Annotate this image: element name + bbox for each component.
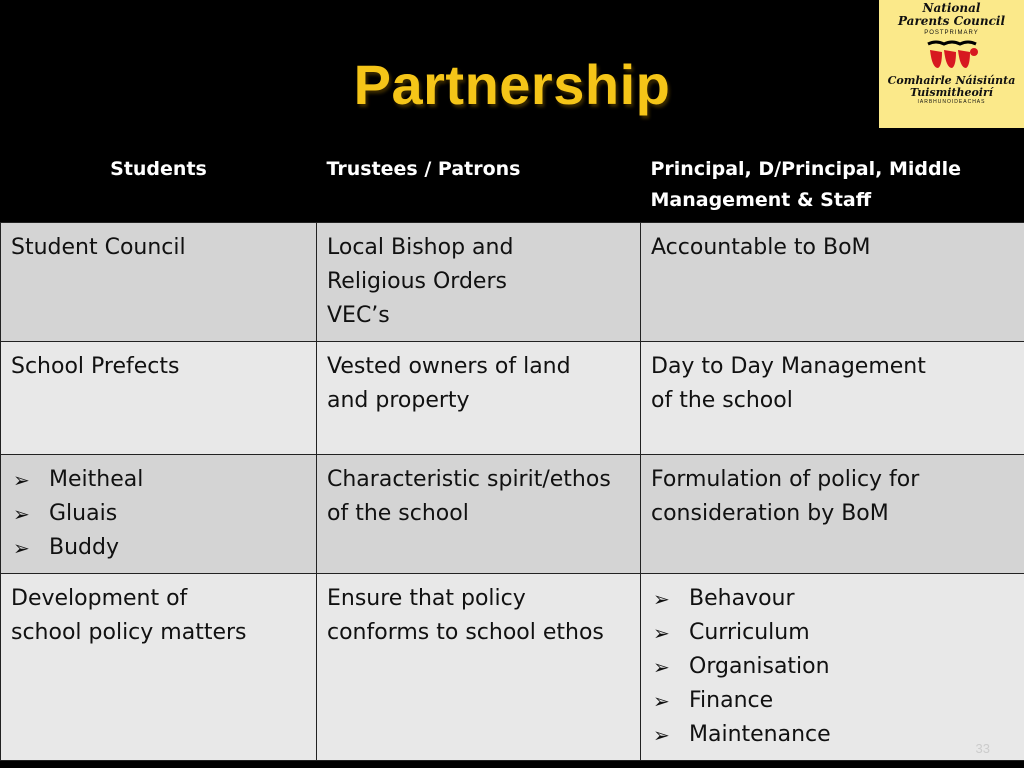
arrow-bullet-icon: ➢ xyxy=(653,689,670,713)
table-cell xyxy=(641,223,1024,342)
arrow-bullet-icon: ➢ xyxy=(13,502,30,526)
list-item xyxy=(651,718,1014,752)
partnership-table xyxy=(0,150,1024,761)
npc-logo xyxy=(879,0,1024,128)
cell-line: Vested owners of land xyxy=(327,354,571,379)
logo-line-iarbhunoideachas: IARBHUNOIDEACHAS xyxy=(917,99,986,105)
logo-line-parents-council: Parents Council xyxy=(897,14,1006,28)
cell-text: Accountable to BoM xyxy=(651,235,871,260)
table-cell xyxy=(641,342,1024,455)
table-row xyxy=(1,342,1024,455)
list-item xyxy=(11,497,306,531)
header-principal: Principal, D/Principal, Middle Management & Staff xyxy=(650,158,961,211)
bullet-list xyxy=(11,463,306,565)
arrow-bullet-icon: ➢ xyxy=(653,655,670,679)
list-item-text: Maintenance xyxy=(689,722,831,747)
table-cell xyxy=(317,455,641,574)
list-item-text: Organisation xyxy=(689,654,830,679)
slide-title: Partnership xyxy=(353,53,671,116)
arrow-bullet-icon: ➢ xyxy=(653,587,670,611)
table-header-row xyxy=(1,150,1024,223)
page-number: 33 xyxy=(975,741,990,756)
table-cell xyxy=(317,342,641,455)
logo-line-comhairle: Comhairle Náisiúnta xyxy=(887,74,1016,87)
arrow-bullet-icon: ➢ xyxy=(653,621,670,645)
list-item xyxy=(651,684,1014,718)
cell-line: consideration by BoM xyxy=(651,501,889,526)
list-item xyxy=(651,650,1014,684)
cell-line: Religious Orders xyxy=(327,269,507,294)
table-cell xyxy=(317,223,641,342)
cell-line: Formulation of policy for xyxy=(651,467,920,492)
cell-line: Local Bishop and xyxy=(327,235,514,260)
cell-line: Characteristic spirit/ethos xyxy=(327,467,611,492)
cell-line: of the school xyxy=(327,501,469,526)
logo-line-postprimary: POSTPRIMARY xyxy=(924,30,979,36)
table-cell xyxy=(1,223,317,342)
list-item-text: Gluais xyxy=(49,501,118,526)
header-students: Students xyxy=(110,158,207,180)
logo-line-tuismitheoiri: Tuismitheoirí xyxy=(910,86,993,99)
table-cell xyxy=(641,574,1024,761)
logo-line-national: National xyxy=(922,1,981,15)
list-item-text: Curriculum xyxy=(689,620,810,645)
list-item xyxy=(11,531,306,565)
table-row xyxy=(1,455,1024,574)
table-cell xyxy=(317,574,641,761)
bullet-list xyxy=(651,582,1014,752)
cell-line: Ensure that policy xyxy=(327,586,526,611)
list-item-text: Buddy xyxy=(49,535,119,560)
cell-text: School Prefects xyxy=(11,354,180,379)
list-item xyxy=(651,582,1014,616)
cell-line: VEC’s xyxy=(327,303,390,328)
cell-line: school policy matters xyxy=(11,620,247,645)
cell-text: Student Council xyxy=(11,235,186,260)
family-emblem-icon xyxy=(922,38,982,72)
table-cell xyxy=(1,455,317,574)
arrow-bullet-icon: ➢ xyxy=(653,723,670,747)
cell-line: and property xyxy=(327,388,470,413)
list-item xyxy=(11,463,306,497)
header-trustees: Trustees / Patrons xyxy=(326,158,521,180)
table-cell xyxy=(1,342,317,455)
cell-line: Development of xyxy=(11,586,188,611)
arrow-bullet-icon: ➢ xyxy=(13,468,30,492)
table-cell xyxy=(641,455,1024,574)
cell-line: Day to Day Management xyxy=(651,354,926,379)
table-row xyxy=(1,574,1024,761)
list-item-text: Behavour xyxy=(689,586,795,611)
table-cell xyxy=(1,574,317,761)
cell-line: conforms to school ethos xyxy=(327,620,604,645)
list-item-text: Meitheal xyxy=(49,467,144,492)
list-item xyxy=(651,616,1014,650)
table-row xyxy=(1,223,1024,342)
arrow-bullet-icon: ➢ xyxy=(13,536,30,560)
list-item-text: Finance xyxy=(689,688,774,713)
cell-line: of the school xyxy=(651,388,793,413)
